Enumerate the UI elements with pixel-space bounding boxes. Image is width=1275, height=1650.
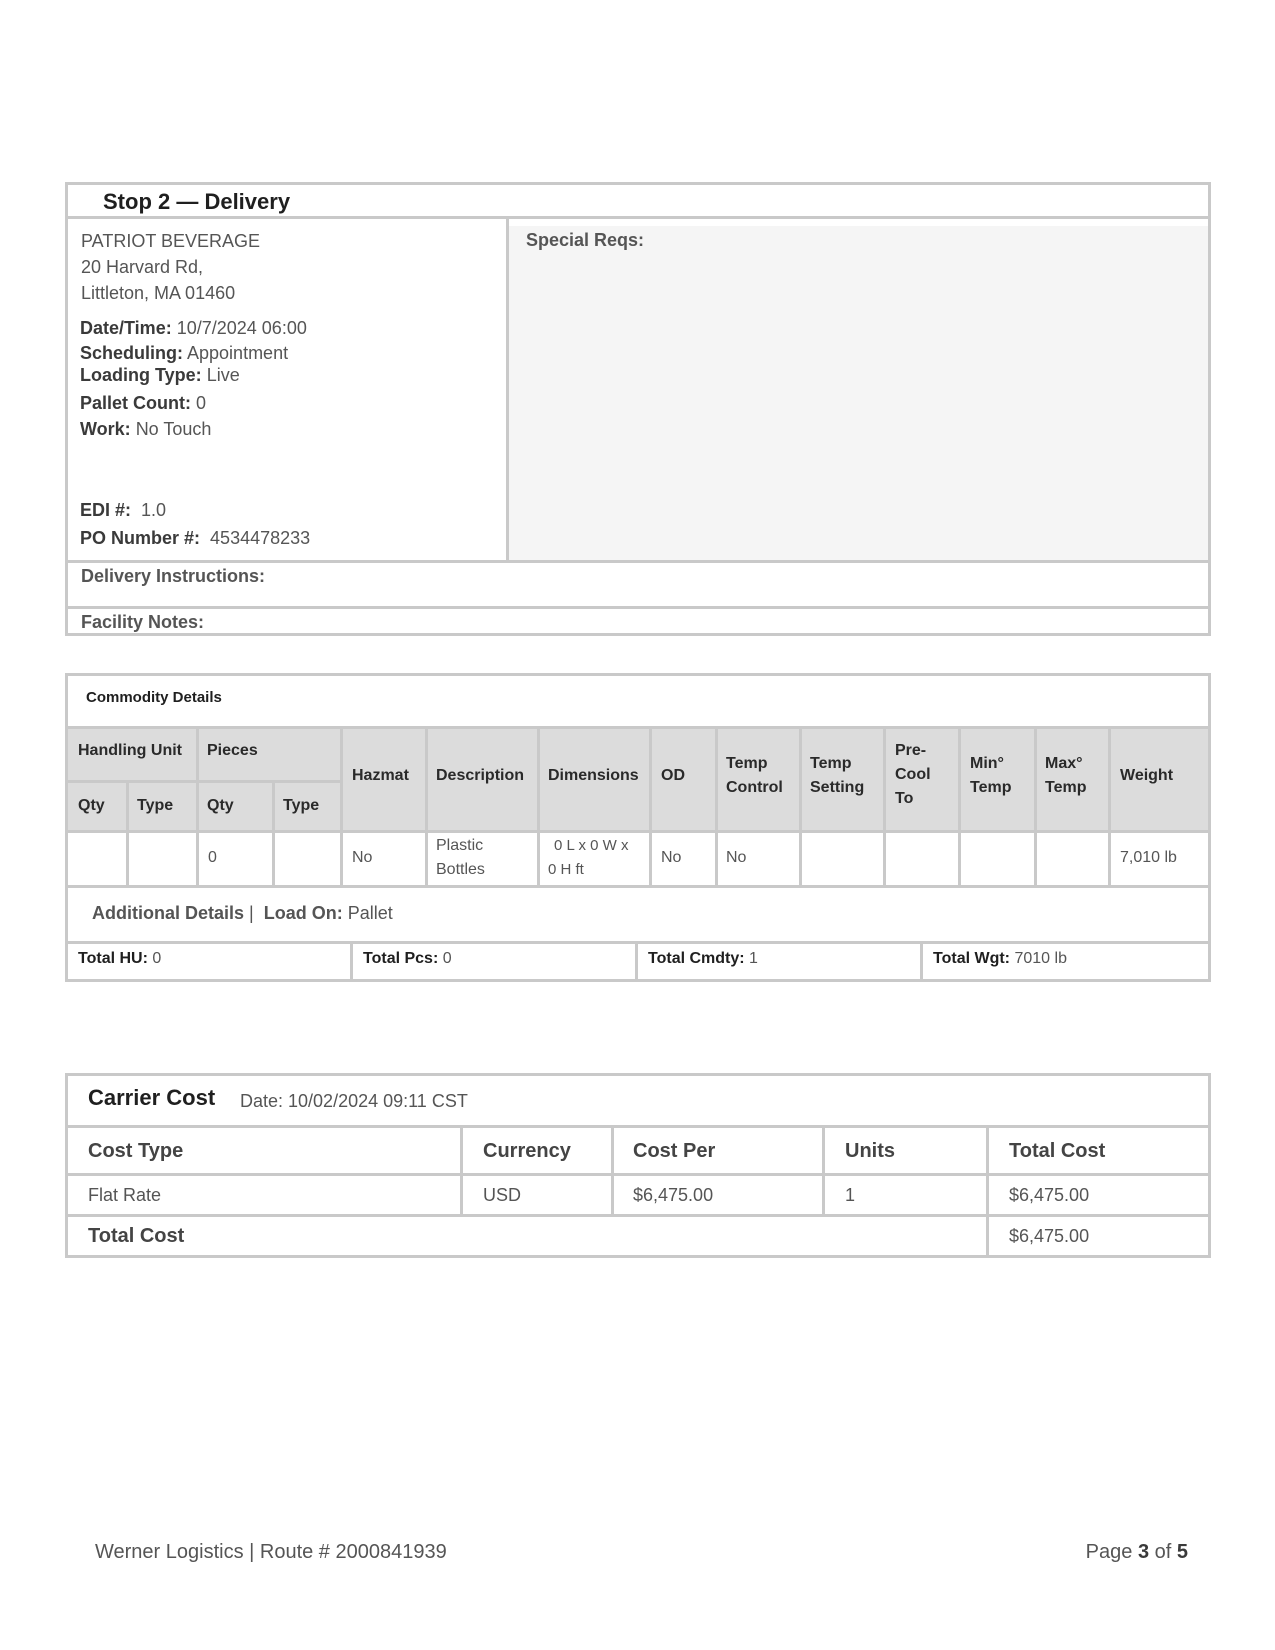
edi-field: EDI #: 1.0 bbox=[80, 500, 167, 520]
stop-address bbox=[81, 228, 501, 306]
total-cmdty: Total Cmdty: 1 bbox=[648, 950, 758, 967]
divider bbox=[715, 726, 718, 886]
po-number-field: PO Number #: 4534478233 bbox=[80, 528, 311, 548]
datetime-field: Date/Time: 10/7/2024 06:00 bbox=[80, 318, 307, 338]
col-description: Description bbox=[436, 767, 525, 784]
divider bbox=[611, 1125, 614, 1215]
col-hazmat: Hazmat bbox=[352, 767, 409, 784]
divider bbox=[460, 1125, 463, 1215]
cell-temp-control: No bbox=[726, 849, 747, 866]
divider bbox=[822, 1125, 825, 1215]
col-cost-type: Cost Type bbox=[88, 1140, 184, 1162]
divider bbox=[68, 780, 340, 783]
divider bbox=[65, 560, 1211, 563]
divider bbox=[65, 1173, 1211, 1176]
divider bbox=[920, 941, 923, 981]
cell-cost-type: Flat Rate bbox=[88, 1185, 162, 1205]
divider bbox=[537, 726, 540, 886]
pallet-count-field: Pallet Count: 0 bbox=[80, 393, 207, 413]
total-cost-label: Total Cost bbox=[88, 1225, 185, 1247]
cell-od: No bbox=[661, 849, 682, 866]
cell-hazmat: No bbox=[352, 849, 373, 866]
footer-route: Werner Logistics | Route # 2000841939 bbox=[95, 1541, 447, 1563]
divider bbox=[65, 1125, 1211, 1128]
divider bbox=[65, 885, 1211, 888]
col-handling-unit: Handling Unit bbox=[78, 742, 182, 759]
col-temp-setting: Temp Setting bbox=[810, 755, 865, 796]
divider bbox=[65, 216, 1211, 219]
divider bbox=[65, 1214, 1211, 1217]
cell-weight: 7,010 lb bbox=[1120, 849, 1177, 866]
additional-details: Additional Details | Load On: Pallet bbox=[92, 903, 393, 923]
facility-notes-label: Facility Notes: bbox=[81, 612, 205, 632]
col-units: Units bbox=[845, 1140, 895, 1162]
divider bbox=[1034, 726, 1037, 886]
cell-pc-qty: 0 bbox=[208, 849, 217, 866]
divider bbox=[425, 726, 428, 886]
cell-total-cost: $6,475.00 bbox=[1009, 1185, 1090, 1205]
divider bbox=[799, 726, 802, 886]
col-weight: Weight bbox=[1120, 767, 1174, 784]
commodity-title: Commodity Details bbox=[86, 689, 222, 706]
col-pieces: Pieces bbox=[207, 742, 258, 759]
delivery-instructions-label: Delivery Instructions: bbox=[81, 566, 266, 586]
col-pc-type: Type bbox=[283, 797, 320, 814]
divider bbox=[986, 1125, 989, 1258]
divider bbox=[958, 726, 961, 886]
scheduling-field: Scheduling: Appointment bbox=[80, 343, 289, 363]
col-dimensions: Dimensions bbox=[548, 767, 639, 784]
special-reqs-label: Special Reqs: bbox=[526, 230, 645, 250]
divider bbox=[272, 780, 275, 886]
col-max-temp: Max° Temp bbox=[1045, 755, 1087, 796]
col-hu-type: Type bbox=[137, 797, 174, 814]
divider bbox=[196, 726, 199, 886]
loading-type-field: Loading Type: Live bbox=[80, 365, 240, 385]
divider bbox=[649, 726, 652, 886]
divider bbox=[126, 780, 129, 886]
cell-units: 1 bbox=[845, 1185, 856, 1205]
stop-title: Stop 2 — Delivery bbox=[103, 189, 291, 214]
divider bbox=[340, 726, 343, 886]
carrier-cost-title: Carrier Cost bbox=[88, 1085, 216, 1110]
col-total-cost: Total Cost bbox=[1009, 1140, 1106, 1162]
address-line-1: 20 Harvard Rd, bbox=[81, 257, 204, 277]
divider bbox=[65, 941, 1211, 944]
col-od: OD bbox=[661, 767, 685, 784]
divider bbox=[65, 830, 1211, 833]
total-wgt: Total Wgt: 7010 lb bbox=[933, 950, 1067, 967]
cell-dimensions: 0 L x 0 W x 0 H ft bbox=[548, 837, 629, 878]
company-name: PATRIOT BEVERAGE bbox=[81, 231, 261, 251]
col-precool: Pre- Cool To bbox=[895, 742, 931, 807]
divider bbox=[1108, 726, 1111, 886]
special-reqs-panel bbox=[509, 226, 1208, 560]
divider bbox=[350, 941, 353, 981]
col-hu-qty: Qty bbox=[78, 797, 105, 814]
address-line-2: Littleton, MA 01460 bbox=[81, 283, 236, 303]
total-cost-value: $6,475.00 bbox=[1009, 1226, 1090, 1246]
divider bbox=[883, 726, 886, 886]
cell-currency: USD bbox=[483, 1185, 522, 1205]
col-currency: Currency bbox=[483, 1140, 571, 1162]
divider bbox=[65, 726, 1211, 729]
carrier-cost-date: Date: 10/02/2024 09:11 CST bbox=[240, 1091, 468, 1111]
total-hu: Total HU: 0 bbox=[78, 950, 162, 967]
page-indicator: Page 3 of 5 bbox=[1085, 1541, 1188, 1563]
col-temp-control: Temp Control bbox=[726, 755, 783, 796]
total-pcs: Total Pcs: 0 bbox=[363, 950, 452, 967]
col-min-temp: Min° Temp bbox=[970, 755, 1012, 796]
work-field: Work: No Touch bbox=[80, 419, 212, 439]
divider bbox=[635, 941, 638, 981]
cell-cost-per: $6,475.00 bbox=[633, 1185, 714, 1205]
cell-description: Plastic Bottles bbox=[436, 837, 485, 878]
col-pc-qty: Qty bbox=[207, 797, 234, 814]
divider bbox=[65, 606, 1211, 609]
col-cost-per: Cost Per bbox=[633, 1140, 716, 1162]
